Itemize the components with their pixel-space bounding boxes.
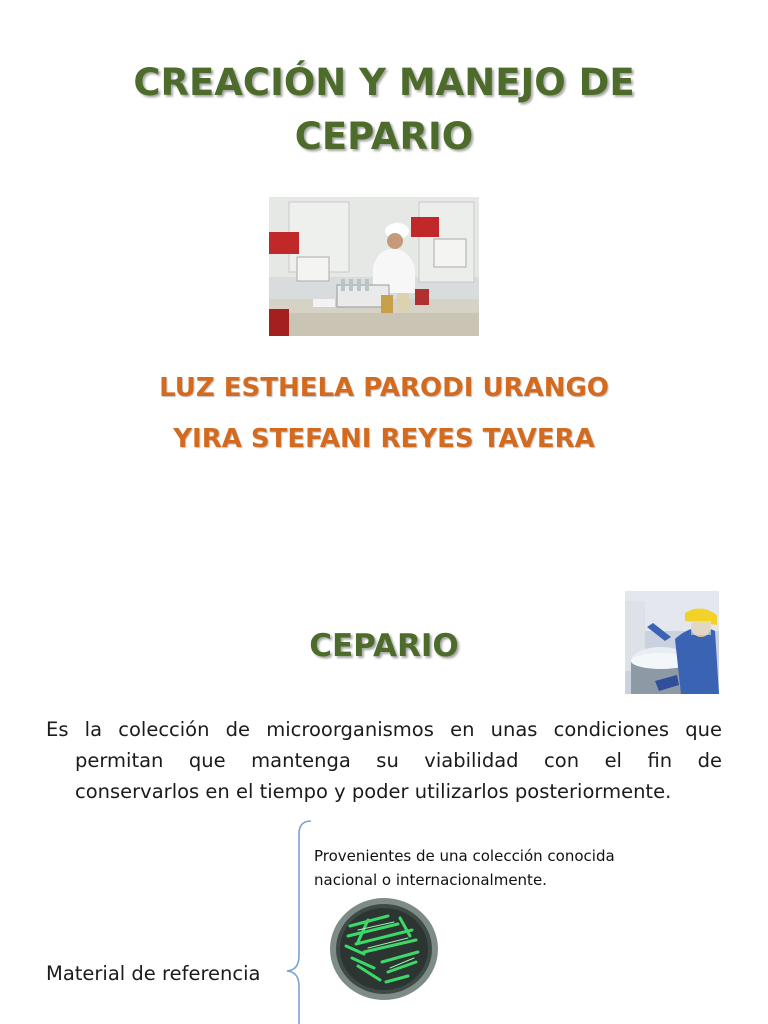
definition-line-2: permitan que mantenga su viabilidad con el fin de [75,749,722,772]
definition-line-3: conservarlos en el tiempo y poder utilizarlos posteriormente. [75,780,672,803]
definition-paragraph [46,714,722,807]
reference-material-label: Material de referencia [46,962,261,985]
title-line-2: CEPARIO [294,115,474,158]
petri-dish-image [328,896,440,1002]
lab-technician-photo [269,197,479,336]
origin-line-2: nacional o internacionalmente. [314,871,547,889]
page-title [0,56,768,164]
origin-line-1: Provenientes de una colección conocida [314,847,615,865]
origin-note [314,844,654,892]
author-2: YIRA STEFANI REYES TAVERA [173,424,595,454]
section-title: CEPARIO [309,628,459,664]
author-1: LUZ ESTHELA PARODI URANGO [159,373,609,403]
definition-line-1: Es la colección de microorganismos en unas condiciones que [46,718,722,741]
title-line-1: CREACIÓN Y MANEJO DE [133,61,635,104]
